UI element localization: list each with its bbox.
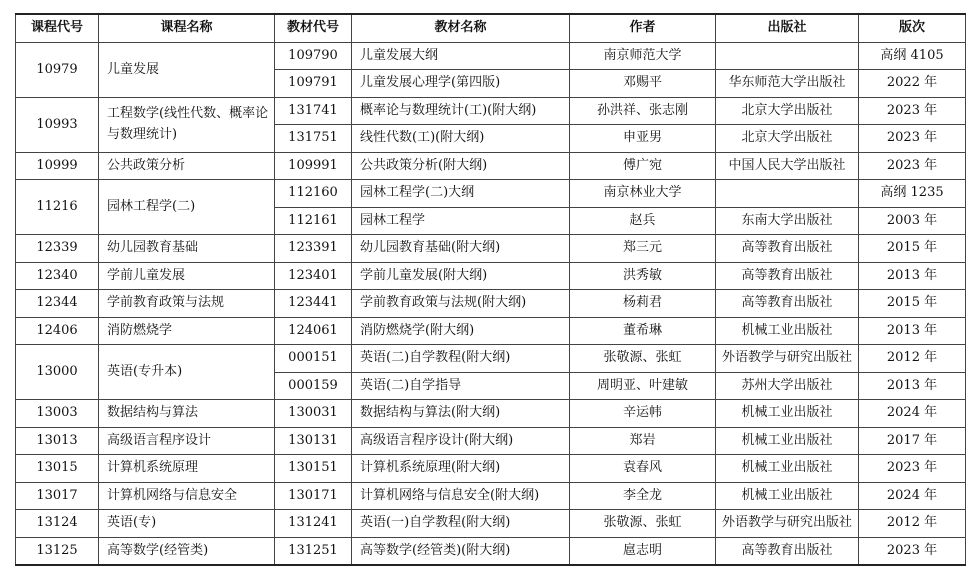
textbook-code-cell: 112160 [275,180,352,208]
edition-cell: 2012 年 [859,345,966,373]
textbook-name-cell: 线性代数(工)(附大纲) [352,125,570,153]
author-cell: 赵兵 [570,207,716,235]
course-code-cell: 10979 [16,42,99,97]
author-cell: 李全龙 [570,482,716,510]
textbook-code-cell: 130171 [275,482,352,510]
course-name-cell: 英语(专升本) [99,345,275,400]
course-name-cell: 工程数学(线性代数、概率论与数理统计) [99,97,275,152]
author-cell: 张敬源、张虹 [570,510,716,538]
textbook-code-cell: 109790 [275,42,352,70]
publisher-cell: 高等教育出版社 [716,537,859,565]
author-cell: 南京林业大学 [570,180,716,208]
author-cell: 申亚男 [570,125,716,153]
author-cell: 傅广宛 [570,152,716,180]
header-edition: 版次 [859,14,966,42]
textbook-name-cell: 学前教育政策与法规(附大纲) [352,290,570,318]
course-name-cell: 数据结构与算法 [99,400,275,428]
course-code-cell: 12344 [16,290,99,318]
header-textbook-name: 教材名称 [352,14,570,42]
textbook-name-cell: 数据结构与算法(附大纲) [352,400,570,428]
course-name-cell: 计算机网络与信息安全 [99,482,275,510]
publisher-cell: 机械工业出版社 [716,427,859,455]
author-cell: 郑岩 [570,427,716,455]
edition-cell: 2013 年 [859,372,966,400]
publisher-cell: 北京大学出版社 [716,125,859,153]
edition-cell: 2015 年 [859,290,966,318]
table-row [16,427,966,455]
author-cell: 郑三元 [570,235,716,263]
edition-cell: 2024 年 [859,400,966,428]
edition-cell: 2015 年 [859,235,966,263]
author-cell: 袁春风 [570,455,716,483]
table-row [16,97,966,125]
course-code-cell: 13015 [16,455,99,483]
textbook-code-cell: 130031 [275,400,352,428]
course-name-cell: 学前教育政策与法规 [99,290,275,318]
course-name-cell: 园林工程学(二) [99,180,275,235]
course-code-cell: 12340 [16,262,99,290]
author-cell: 扈志明 [570,537,716,565]
edition-cell: 2024 年 [859,482,966,510]
textbook-name-cell: 高级语言程序设计(附大纲) [352,427,570,455]
textbook-name-cell: 计算机网络与信息安全(附大纲) [352,482,570,510]
edition-cell: 2022 年 [859,70,966,98]
edition-cell: 2023 年 [859,455,966,483]
textbook-name-cell: 幼儿园教育基础(附大纲) [352,235,570,263]
textbook-code-cell: 130151 [275,455,352,483]
textbook-code-cell: 131241 [275,510,352,538]
edition-cell: 2012 年 [859,510,966,538]
textbook-code-cell: 131741 [275,97,352,125]
table-row [16,510,966,538]
edition-cell: 2017 年 [859,427,966,455]
author-cell: 洪秀敏 [570,262,716,290]
publisher-cell: 东南大学出版社 [716,207,859,235]
publisher-cell: 高等教育出版社 [716,235,859,263]
table-row [16,537,966,565]
edition-cell: 2023 年 [859,152,966,180]
edition-cell: 2023 年 [859,537,966,565]
course-code-cell: 11216 [16,180,99,235]
author-cell: 周明亚、叶建敏 [570,372,716,400]
table-row [16,262,966,290]
table-row [16,290,966,318]
table-row [16,400,966,428]
textbook-code-cell: 123391 [275,235,352,263]
textbook-name-cell: 英语(一)自学教程(附大纲) [352,510,570,538]
publisher-cell [716,42,859,70]
publisher-cell: 北京大学出版社 [716,97,859,125]
textbook-code-cell: 131751 [275,125,352,153]
table-row [16,235,966,263]
course-name-cell: 儿童发展 [99,42,275,97]
textbook-name-cell: 消防燃烧学(附大纲) [352,317,570,345]
edition-cell: 高纲 1235 [859,180,966,208]
header-author: 作者 [570,14,716,42]
textbook-code-cell: 131251 [275,537,352,565]
course-name-cell: 高等数学(经管类) [99,537,275,565]
author-cell: 南京师范大学 [570,42,716,70]
table-body [16,42,966,565]
header-textbook-code: 教材代号 [275,14,352,42]
author-cell: 杨莉君 [570,290,716,318]
course-code-cell: 13125 [16,537,99,565]
textbook-code-cell: 000151 [275,345,352,373]
course-code-cell: 13000 [16,345,99,400]
course-name-cell: 消防燃烧学 [99,317,275,345]
table-header [16,14,966,42]
course-code-cell: 13124 [16,510,99,538]
course-code-cell: 13013 [16,427,99,455]
textbook-name-cell: 园林工程学(二)大纲 [352,180,570,208]
course-name-cell: 公共政策分析 [99,152,275,180]
author-cell: 董希琳 [570,317,716,345]
course-name-cell: 学前儿童发展 [99,262,275,290]
table-row [16,180,966,208]
table-row [16,345,966,373]
course-code-cell: 10999 [16,152,99,180]
course-textbook-table [15,13,966,566]
textbook-name-cell: 高等数学(经管类)(附大纲) [352,537,570,565]
course-code-cell: 12406 [16,317,99,345]
edition-cell: 2013 年 [859,262,966,290]
publisher-cell [716,180,859,208]
textbook-name-cell: 儿童发展大纲 [352,42,570,70]
author-cell: 张敬源、张虹 [570,345,716,373]
textbook-code-cell: 130131 [275,427,352,455]
textbook-code-cell: 109991 [275,152,352,180]
course-name-cell: 英语(专) [99,510,275,538]
edition-cell: 2013 年 [859,317,966,345]
table-row [16,317,966,345]
table-row [16,152,966,180]
publisher-cell: 华东师范大学出版社 [716,70,859,98]
edition-cell: 2023 年 [859,125,966,153]
edition-cell: 2023 年 [859,97,966,125]
publisher-cell: 机械工业出版社 [716,400,859,428]
edition-cell: 2003 年 [859,207,966,235]
publisher-cell: 苏州大学出版社 [716,372,859,400]
publisher-cell: 机械工业出版社 [716,482,859,510]
header-course-name: 课程名称 [99,14,275,42]
textbook-name-cell: 公共政策分析(附大纲) [352,152,570,180]
course-code-cell: 12339 [16,235,99,263]
publisher-cell: 中国人民大学出版社 [716,152,859,180]
table-row [16,42,966,70]
course-name-cell: 计算机系统原理 [99,455,275,483]
textbook-code-cell: 112161 [275,207,352,235]
textbook-code-cell: 000159 [275,372,352,400]
textbook-name-cell: 计算机系统原理(附大纲) [352,455,570,483]
author-cell: 辛运帏 [570,400,716,428]
header-publisher: 出版社 [716,14,859,42]
publisher-cell: 外语教学与研究出版社 [716,510,859,538]
author-cell: 孙洪祥、张志刚 [570,97,716,125]
publisher-cell: 高等教育出版社 [716,262,859,290]
course-name-cell: 幼儿园教育基础 [99,235,275,263]
textbook-code-cell: 123401 [275,262,352,290]
textbook-name-cell: 英语(二)自学教程(附大纲) [352,345,570,373]
course-code-cell: 13003 [16,400,99,428]
publisher-cell: 外语教学与研究出版社 [716,345,859,373]
author-cell: 邓赐平 [570,70,716,98]
publisher-cell: 机械工业出版社 [716,455,859,483]
publisher-cell: 高等教育出版社 [716,290,859,318]
course-code-cell: 13017 [16,482,99,510]
textbook-code-cell: 123441 [275,290,352,318]
course-name-cell: 高级语言程序设计 [99,427,275,455]
textbook-name-cell: 学前儿童发展(附大纲) [352,262,570,290]
table-row [16,455,966,483]
textbook-name-cell: 英语(二)自学指导 [352,372,570,400]
textbook-code-cell: 109791 [275,70,352,98]
publisher-cell: 机械工业出版社 [716,317,859,345]
course-code-cell: 10993 [16,97,99,152]
edition-cell: 高纲 4105 [859,42,966,70]
textbook-name-cell: 儿童发展心理学(第四版) [352,70,570,98]
textbook-name-cell: 概率论与数理统计(工)(附大纲) [352,97,570,125]
textbook-code-cell: 124061 [275,317,352,345]
header-course-code: 课程代号 [16,14,99,42]
table-row [16,482,966,510]
textbook-name-cell: 园林工程学 [352,207,570,235]
